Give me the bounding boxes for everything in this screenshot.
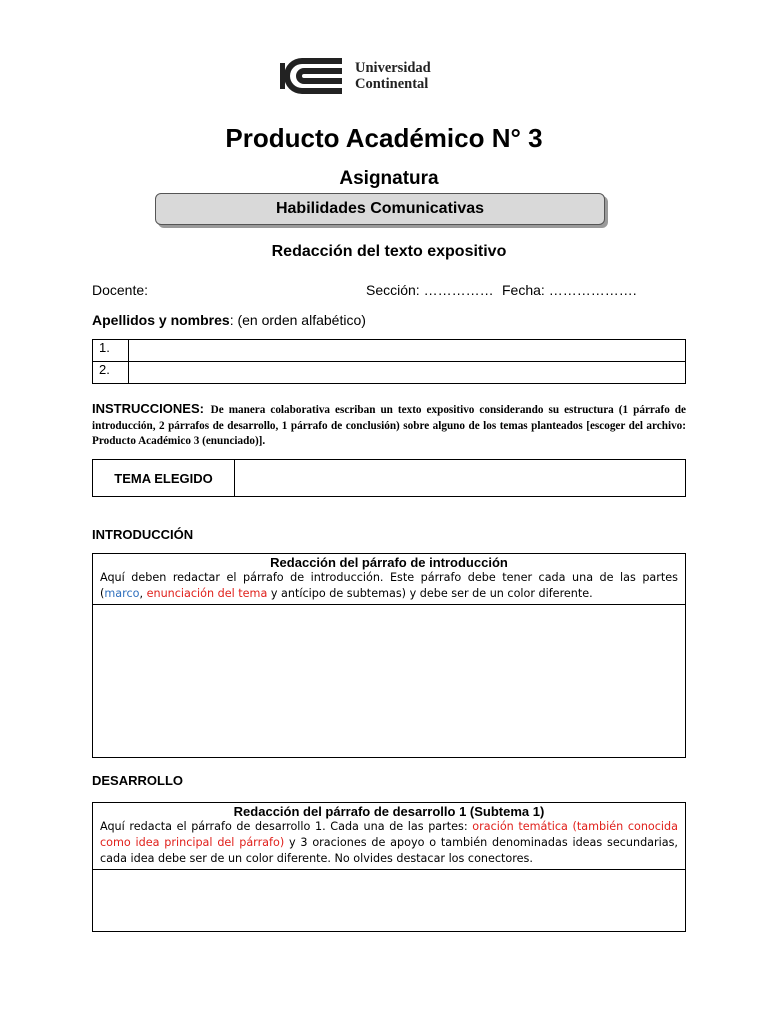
apellidos-label — [92, 312, 366, 328]
introduccion-box-header — [93, 554, 685, 605]
introduccion-heading: INTRODUCCIÓN — [92, 527, 194, 542]
document-subtitle: Redacción del texto expositivo — [271, 243, 507, 260]
document-title: Producto Académico N° 3 — [225, 123, 543, 153]
subject-label: Asignatura — [339, 168, 439, 189]
logo-line-1: Universidad — [355, 60, 431, 76]
tema-elegido-box — [92, 459, 686, 497]
introduccion-box-instructions — [100, 570, 678, 602]
desarrollo-box-instructions — [100, 819, 678, 867]
instructions — [92, 402, 686, 449]
student-number: 1. — [93, 340, 129, 362]
apellidos-label-bold: Apellidos y nombres — [92, 312, 230, 328]
tema-value-cell[interactable] — [235, 460, 685, 496]
desarrollo-text-end: y 3 oraciones de apoyo o también denominadas ideas secundarias, cada idea debe ser de un color diferente. No olvides destacar los conectores. — [100, 836, 678, 865]
intro-text-marco: marco — [104, 587, 140, 600]
student-name-cell[interactable] — [129, 362, 686, 384]
desarrollo-box-title: Redacción del párrafo de desarrollo 1 (Subtema 1) — [233, 804, 545, 819]
logo-text — [355, 60, 431, 92]
students-table — [92, 339, 686, 384]
subject-box — [155, 193, 605, 225]
tema-label: TEMA ELEGIDO — [93, 460, 235, 496]
introduccion-box-title: Redacción del párrafo de introducción — [270, 555, 508, 570]
subject-name: Habilidades Comunicativas — [275, 200, 485, 217]
student-number: 2. — [93, 362, 129, 384]
desarrollo-text-1: Aquí redacta el párrafo de desarrollo 1. Cada una de las partes: — [100, 820, 473, 833]
table-row — [93, 340, 686, 362]
introduccion-box — [92, 553, 686, 758]
desarrollo-heading: DESARROLLO — [92, 773, 183, 788]
intro-paren: ( — [100, 587, 105, 600]
table-row — [93, 362, 686, 384]
docente-field[interactable]: Docente: — [92, 282, 149, 298]
intro-comma: , — [139, 587, 147, 600]
uc-logo-icon — [280, 55, 346, 97]
student-name-cell[interactable] — [129, 340, 686, 362]
intro-text-enunciacion: enunciación del tema — [146, 587, 268, 600]
seccion-field[interactable]: Sección: …………… — [366, 282, 494, 298]
fecha-field[interactable]: Fecha: ………………. — [502, 282, 637, 298]
intro-text-end: y antícipo de subtemas) y debe ser de un color diferente. — [267, 587, 593, 600]
desarrollo-content-area[interactable] — [93, 870, 685, 930]
instructions-text: De manera colaborativa escriban un texto expositivo considerando su estructura (1 párrafo de introducción, 2 párrafos de desarrollo, 1 párrafo de conclusión) sobre alguno de los temas planteados [escoger del archivo: Producto Académico 3 (enunciado)]. — [92, 404, 686, 447]
desarrollo-box-header — [93, 803, 685, 870]
intro-text-1: Aquí deben redactar el párrafo de introducción. Este párrafo debe tener cada una de las partes — [100, 571, 678, 584]
desarrollo-text-oracion: oración temática (también conocida como idea principal del párrafo) — [100, 820, 678, 849]
introduccion-content-area[interactable] — [93, 605, 685, 755]
apellidos-note: : (en orden alfabético) — [229, 312, 366, 328]
university-logo — [280, 55, 460, 97]
instructions-label: INSTRUCCIONES: — [92, 401, 204, 416]
logo-line-2: Continental — [355, 76, 429, 92]
desarrollo-box — [92, 802, 686, 932]
